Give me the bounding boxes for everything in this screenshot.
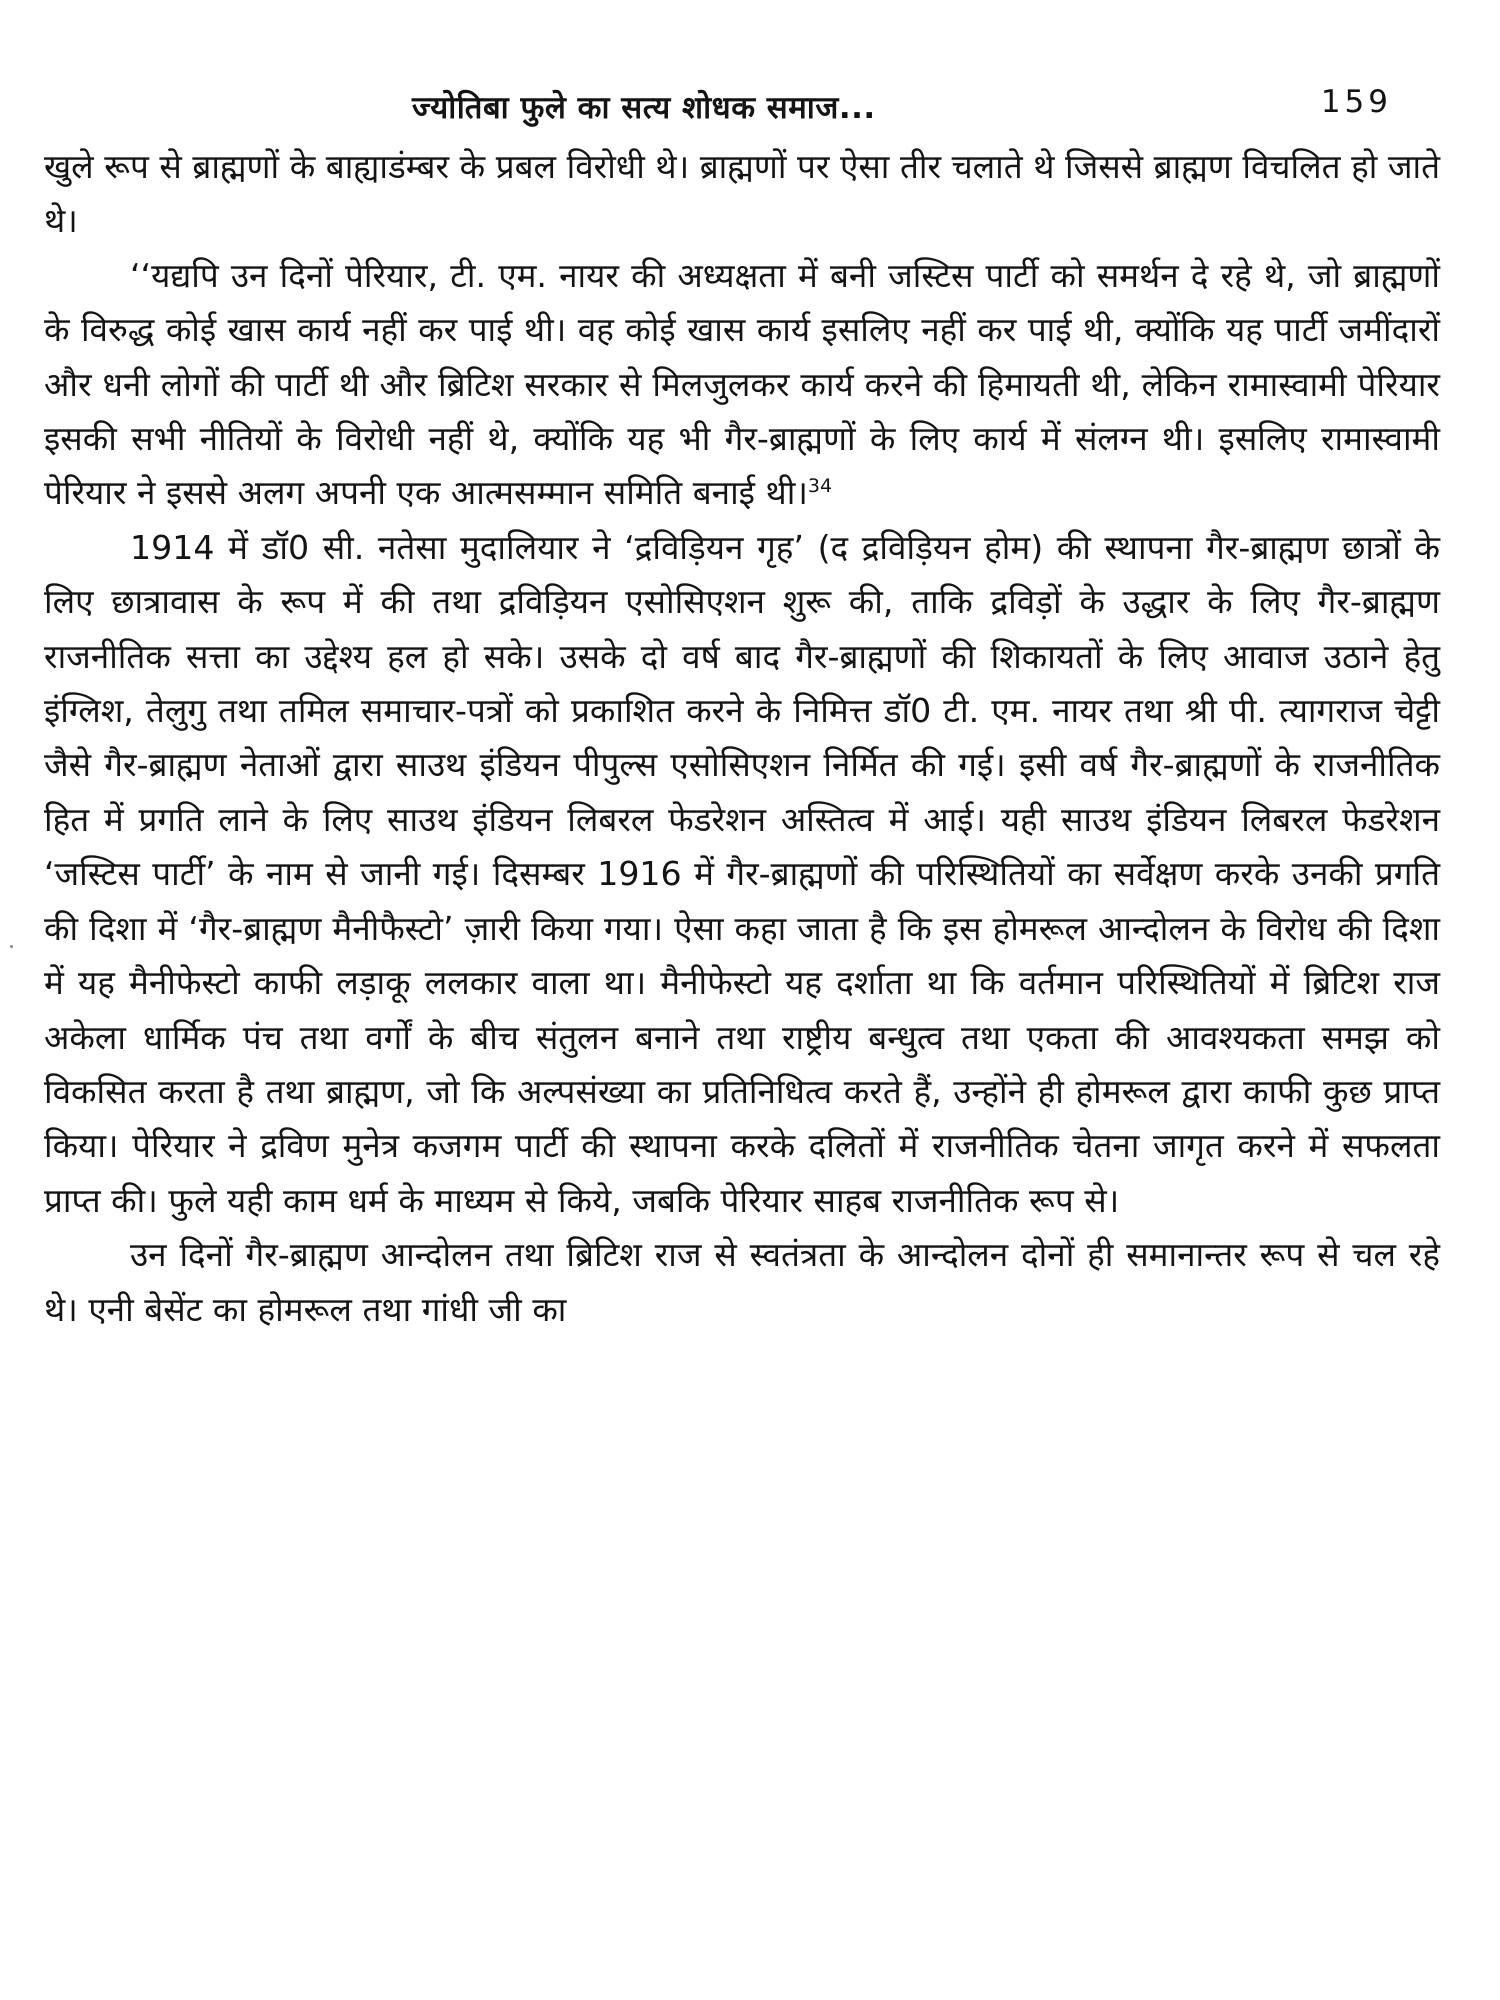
running-title: ज्योतिबा फुले का सत्य शोधक समाज... [412, 90, 876, 126]
paragraph-1 [44, 140, 1440, 249]
body-text [44, 140, 1440, 1337]
paragraph-text: खुले रूप से ब्राह्मणों के बाह्याडंम्बर के प्रबल विरोधी थे। ब्राह्मणों पर ऐसा तीर चलाते थे जिससे ब्राह्मण विचलित हो जाते थे। [44, 147, 1440, 241]
scan-speck [10, 945, 13, 948]
page-header [44, 78, 1440, 138]
paragraph-text: 1914 में डॉ0 सी. नतेसा मुदालियार ने ‘द्रविड़ियन गृह’ (द द्रविड़ियन होम) की स्थापना गैर-ब्राह्मण छात्रों के लिए छात्रावास के रूप में की तथा द्रविड़ियन एसोसिएशन शुरू की, ताकि द्रविड़ों के उद्धार के लिए गैर-ब्राह्मण राजनीतिक सत्ता का उद्देश्य हल हो सके। उसके दो वर्ष बाद गैर-ब्राह्मणों की शिकायतों के लिए आवाज उठाने हेतु इंग्लिश, तेलुगु तथा तमिल समाचार-पत्रों को प्रकाशित करने के निमित्त डॉ0 टी. एम. नायर तथा श्री पी. त्यागराज चेट्टी जैसे गैर-ब्राह्मण नेताओं द्वारा साउथ इंडियन पीपुल्स एसोसिएशन निर्मित की गई। इसी वर्ष गैर-ब्राह्मणों के राजनीतिक हित में प्रगति लाने के लिए साउथ इंडियन लिबरल फेडरेशन अस्तित्व में आई। यही साउथ इंडियन लिबरल फेडरेशन ‘जस्टिस पार्टी’ के नाम से जानी गई। दिसम्बर 1916 में गैर-ब्राह्मणों की परिस्थितियों का सर्वेक्षण करके उनकी प्रगति की दिशा में ‘गैर-ब्राह्मण मैनीफैस्टो’ ज़ारी किया गया। ऐसा कहा जाता है कि इस होमरूल आन्दोलन के विरोध की दिशा में यह मैनीफेस्टो काफी लड़ाकू ललकार वाला था। मैनीफेस्टो यह दर्शाता था कि वर्तमान परिस्थितियों में ब्रिटिश राज अकेला धार्मिक पंच तथा वर्गों के बीच संतुलन बनाने तथा राष्ट्रीय बन्धुत्व तथा एकता की आवश्यकता समझ को विकसित करता है तथा ब्राह्मण, जो कि अल्पसंख्या का प्रतिनिधित्व करते हैं, उन्होंने ही होमरूल द्वारा काफी कुछ प्राप्त किया। पेरियार ने द्रविण मुनेत्र कजगम पार्टी की स्थापना करके दलितों में राजनीतिक चेतना जागृत करने में सफलता प्राप्त की। फुले यही काम धर्म के माध्यम से किये, जबकि पेरियार साहब राजनीतिक रूप से। [44, 527, 1440, 1220]
paragraph-2 [44, 249, 1440, 521]
paragraph-text: उन दिनों गैर-ब्राह्मण आन्दोलन तथा ब्रिटिश राज से स्वतंत्रता के आन्दोलन दोनों ही समानान्तर रूप से चल रहे थे। एनी बेसेंट का होमरूल तथा गांधी जी का [44, 1235, 1440, 1329]
footnote-reference: 34 [807, 475, 833, 498]
paragraph-text: ‘‘यद्यपि उन दिनों पेरियार, टी. एम. नायर की अध्यक्षता में बनी जस्टिस पार्टी को समर्थन दे रहे थे, जो ब्राह्मणों के विरुद्ध कोई खास कार्य नहीं कर पाई थी। वह कोई खास कार्य इसलिए नहीं कर पाई थी, क्योंकि यह पार्टी जमींदारों और धनी लोगों की पार्टी थी और ब्रिटिश सरकार से मिलजुलकर कार्य करने की हिमायती थी, लेकिन रामास्वामी पेरियार इसकी सभी नीतियों के विरोधी नहीं थे, क्योंकि यह भी गैर-ब्राह्मणों के लिए कार्य में संलग्न थी। इसलिए रामास्वामी पेरियार ने इससे अलग अपनी एक आत्मसम्मान समिति बनाई थी। [44, 255, 1440, 513]
paragraph-4 [44, 1228, 1440, 1337]
page-number: 159 [1320, 84, 1392, 120]
paragraph-3 [44, 521, 1440, 1228]
